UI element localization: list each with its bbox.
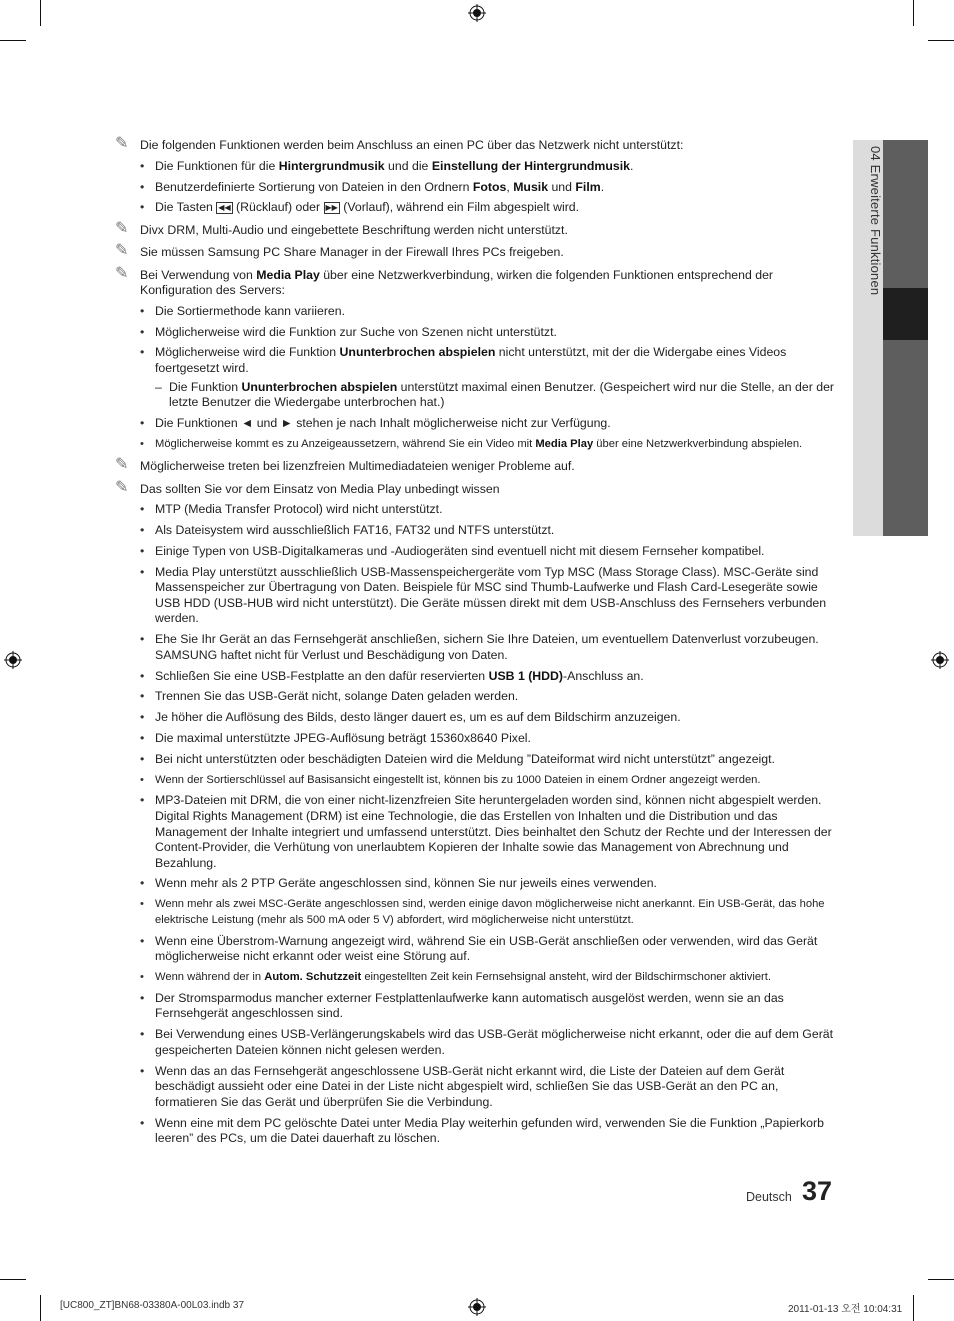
text-run: Die maximal unterstützte JPEG-Auflösung beträgt 15360x8640 Pixel. <box>155 730 531 745</box>
bold-term: Ununterbrochen abspielen <box>241 379 398 394</box>
text-run: Das sollten Sie vor dem Einsatz von Media Play unbedingt wissen <box>140 481 500 496</box>
text-run: Die Funktionen für die <box>155 158 279 173</box>
text-run: Möglicherweise kommt es zu Anzeigeaussetzern, während Sie ein Video mit <box>155 437 536 450</box>
text-run: MP3-Dateien mit DRM, die von einer nicht-lizenzfreien Site heruntergeladen worden sind, können nicht abgespielt werden. Digital Rights Management (DRM) ist eine Technologie, die das Erstellen von Inhalten und die Distribution und das Management der Inhalte integriert und umfassend unterstützt. Dies beinhaltet den Schutz der Rechte und der Interessen der Content-Provider, die Verhütung von unerlaubtem Kopieren der Inhalte sowie das Management von Abrechnung und Bezahlung. <box>155 793 832 870</box>
text-run: Die folgenden Funktionen werden beim Anschluss an einen PC über das Netzwerk nicht unterstützt: <box>140 138 684 152</box>
text-run: und die <box>384 158 432 173</box>
text-run: . <box>600 179 605 194</box>
text-run: Als Dateisystem wird ausschließlich FAT16, FAT32 und NTFS unterstützt. <box>155 523 555 538</box>
text-run: MTP (Media Transfer Protocol) wird nicht unterstützt. <box>155 502 443 517</box>
text-run: Trennen Sie das USB-Gerät nicht, solange Daten geladen werden. <box>155 689 519 704</box>
list-item <box>115 934 843 965</box>
text-run: unterstützt maximal einen Benutzer. (Gespeichert wird nur die Stelle, an der der letzte Benutzer die Wiedergabe unterbrochen hat.) <box>169 379 835 410</box>
registration-mark-icon <box>468 1298 486 1316</box>
note-text <box>140 223 843 239</box>
text-run: Möglicherweise wird die Funktion zur Suche von Szenen nicht unterstützt. <box>155 324 557 339</box>
list-item <box>115 565 843 627</box>
pencil-note-icon: ✎ <box>115 219 129 237</box>
note-item <box>115 456 843 475</box>
text-run: Wenn eine mit dem PC gelöschte Datei unter Media Play weiterhin gefunden wird, verwenden Sie die Funktion „Papierkorb leeren” des PCs, um die Datei dauerhaft zu löschen. <box>155 1115 824 1146</box>
note-item <box>115 135 843 154</box>
bold-term: Media Play <box>256 267 320 282</box>
list-item <box>115 523 843 539</box>
chapter-tab-dark <box>883 140 928 288</box>
list-item <box>115 304 843 320</box>
text-run: Möglicherweise wird die Funktion <box>155 345 340 360</box>
page-number: 37 <box>802 1176 833 1206</box>
text-run: . <box>629 158 634 173</box>
text-run: Divx DRM, Multi-Audio und eingebettete Beschriftung werden nicht unterstützt. <box>140 222 568 237</box>
list-item <box>115 200 843 216</box>
note-item <box>115 478 843 498</box>
pencil-note-icon: ✎ <box>115 478 129 496</box>
text-run: und <box>548 179 576 194</box>
text-run: über eine Netzwerkverbindung abspielen. <box>593 437 803 450</box>
text-run: Je höher die Auflösung des Bilds, desto länger dauert es, um es auf dem Bildschirm anzuzeigen. <box>155 710 681 725</box>
list-item <box>115 876 843 892</box>
list-item <box>115 416 843 432</box>
text-run: Einige Typen von USB-Digitalkameras und -Audiogeräten sind eventuell nicht mit diesem Fernseher kompatibel. <box>155 543 765 558</box>
crop-mark <box>40 1295 41 1321</box>
list-item <box>115 1064 843 1111</box>
list-item <box>115 897 843 928</box>
crop-mark <box>913 0 914 26</box>
text-run: Ehe Sie Ihr Gerät an das Fernsehgerät anschließen, sichern Sie Ihre Dateien, um eventuellem Datenverlust vorzubeugen. SAMSUNG haftet nicht für Verlust und Beschädigung von Daten. <box>155 632 819 662</box>
text-run: nicht unterstützt, mit der die Widergabe eines Videos foertgesetzt wird. <box>155 345 787 376</box>
list-item <box>115 180 843 196</box>
list-item <box>115 731 843 747</box>
bold-term: Media Play <box>535 437 594 450</box>
text-run: Wenn das an das Fernsehgerät angeschlossene USB-Gerät nicht erkannt wird, die Liste der Dateien auf dem Gerät beschädigt aussieht oder eine Datei in der Liste nicht abgespielt wird, schließen Sie das USB-Gerät an den PC an, formatieren Sie das Gerät und überprüfen Sie die Verbindung. <box>155 1063 785 1109</box>
list-item <box>115 669 843 685</box>
pencil-note-icon: ✎ <box>115 264 129 282</box>
crop-mark <box>0 40 26 41</box>
list-item <box>115 710 843 726</box>
sub-list-item <box>115 380 843 411</box>
text-run: Wenn der Sortierschlüssel auf Basisansicht eingestellt ist, können bis zu 1000 Dateien in einem Ordner angezeigt werden. <box>155 773 761 786</box>
list-item <box>115 345 843 376</box>
crop-mark <box>0 1279 26 1280</box>
text-run: (Rücklauf) oder <box>232 200 324 215</box>
bold-term: Musik <box>513 179 549 194</box>
text-run: Wenn mehr als zwei MSC-Geräte angeschlossen sind, werden einige davon möglicherweise nicht anerkannt. Ein USB-Gerät, das hohe elektrische Leistung (mehr als 500 mA oder 5 V) abfordert, wird möglicherweise nicht unterstützt. <box>155 898 825 926</box>
list-item <box>115 793 843 871</box>
text-run: Schließen Sie eine USB-Festplatte an den dafür reservierten <box>155 668 489 683</box>
note-item <box>115 219 843 239</box>
text-run: Media Play unterstützt ausschließlich USB-Massenspeichergeräte vom Typ MSC (Mass Storage Class). MSC-Geräte sind Massenspeicher zur Übertragung von Daten. Beispiele für MSC sind Thumb-Laufwerke und Flash Card-Lesegeräte sowie USB HDD (USB-HUB wird nicht unterstützt). Die Geräte müssen direkt mit dem USB-Anschluss des Fernsehers verbunden werden. <box>155 564 827 626</box>
text-run: -Anschluss an. <box>563 668 644 683</box>
bullet-list <box>115 304 843 453</box>
text-run: Benutzerdefinierte Sortierung von Dateien in den Ordnern <box>155 179 473 194</box>
note-item <box>115 242 843 261</box>
pencil-note-icon: ✎ <box>115 135 129 152</box>
bold-term: Autom. Schutzzeit <box>264 971 362 984</box>
list-item <box>115 632 843 663</box>
text-run: Die Funktionen ◄ und ► stehen je nach Inhalt möglicherweise nicht zur Verfügung. <box>155 416 611 431</box>
dash-marker: – <box>155 379 162 394</box>
text-run: Bei Verwendung von <box>140 267 257 282</box>
bold-term: USB 1 (HDD) <box>488 668 564 683</box>
text-run: Die Funktion <box>169 379 242 394</box>
list-item <box>115 437 843 453</box>
chapter-label: 04 Erweiterte Funktionen <box>868 146 883 296</box>
bullet-list <box>115 159 843 216</box>
registration-mark-icon <box>4 651 22 669</box>
note-text <box>140 268 843 299</box>
note-item <box>115 264 843 299</box>
bold-term: Ununterbrochen abspielen <box>339 345 496 360</box>
text-run: Bei nicht unterstützten oder beschädigten Dateien wird die Meldung ”Dateiformat wird nicht unterstützt” angezeigt. <box>155 751 775 766</box>
text-run: , <box>506 179 514 194</box>
page-language: Deutsch <box>746 1190 792 1204</box>
bold-term: Film <box>575 179 601 194</box>
list-item <box>115 544 843 560</box>
main-content <box>115 135 843 1147</box>
list-item <box>115 502 843 518</box>
text-run: Bei Verwendung eines USB-Verlängerungskabels wird das USB-Gerät möglicherweise nicht erkannt, oder die auf dem Gerät gespeicherten Dateien können nicht gelesen werden. <box>155 1027 834 1057</box>
print-slug-file: [UC800_ZT]BN68-03380A-00L03.indb 37 <box>60 1300 245 1311</box>
text-run: Sie müssen Samsung PC Share Manager in der Firewall Ihres PCs freigeben. <box>140 245 564 260</box>
text-run: Wenn mehr als 2 PTP Geräte angeschlossen sind, können Sie nur jeweils eines verwenden. <box>155 876 657 891</box>
bold-term: Einstellung der Hintergrundmusik <box>431 158 630 173</box>
note-text <box>140 482 843 498</box>
registration-mark-icon <box>468 4 486 22</box>
crop-mark <box>40 0 41 26</box>
list-item <box>115 689 843 705</box>
list-item <box>115 752 843 768</box>
chapter-tab-dark <box>883 340 928 536</box>
pencil-note-icon: ✎ <box>115 242 129 260</box>
list-item <box>115 773 843 789</box>
crop-mark <box>928 40 954 41</box>
text-run: Der Stromsparmodus mancher externer Festplattenlaufwerke kann automatisch ausgelöst werden, wenn sie an das Fernsehgerät angeschlossen sind. <box>155 990 784 1021</box>
text-run: Wenn während der in <box>155 971 265 984</box>
fast-forward-icon: ▶▶ <box>325 203 338 213</box>
bold-term: Hintergrundmusik <box>278 158 385 173</box>
chapter-tab-active-marker <box>883 288 928 340</box>
text-run: Die Tasten <box>155 200 217 215</box>
chapter-tab <box>853 140 928 536</box>
text-run: Möglicherweise treten bei lizenzfreien Multimediadateien weniger Probleme auf. <box>140 459 575 474</box>
print-slug-date: 2011-01-13 오전 10:04:31 <box>788 1304 903 1315</box>
list-item <box>115 1027 843 1058</box>
rewind-icon: ◀◀ <box>218 203 231 213</box>
note-text <box>140 245 843 261</box>
text-run: Die Sortiermethode kann variieren. <box>155 303 346 318</box>
crop-mark <box>913 1295 914 1321</box>
note-text <box>140 459 843 475</box>
list-item <box>115 159 843 175</box>
bullet-list <box>115 502 843 1146</box>
bold-term: Fotos <box>472 179 507 194</box>
list-item <box>115 991 843 1022</box>
text-run: über eine Netzwerkverbindung, wirken die folgenden Funktionen entsprechend der Konfiguration des Servers: <box>140 267 774 298</box>
registration-mark-icon <box>931 651 949 669</box>
list-item <box>115 325 843 341</box>
text-run: Wenn eine Überstrom-Warnung angezeigt wird, während Sie ein USB-Gerät anschließen oder verwenden, wird das Gerät möglicherweise nicht erkannt oder weist eine Störung auf. <box>155 933 818 964</box>
list-item <box>115 1116 843 1147</box>
crop-mark <box>928 1279 954 1280</box>
text-run: eingestellten Zeit kein Fernsehsignal ansteht, wird der Bildschirmschoner aktiviert. <box>361 971 771 984</box>
text-run: (Vorlauf), während ein Film abgespielt wird. <box>339 200 580 215</box>
list-item <box>115 970 843 986</box>
pencil-note-icon: ✎ <box>115 456 129 474</box>
note-text <box>140 138 843 154</box>
